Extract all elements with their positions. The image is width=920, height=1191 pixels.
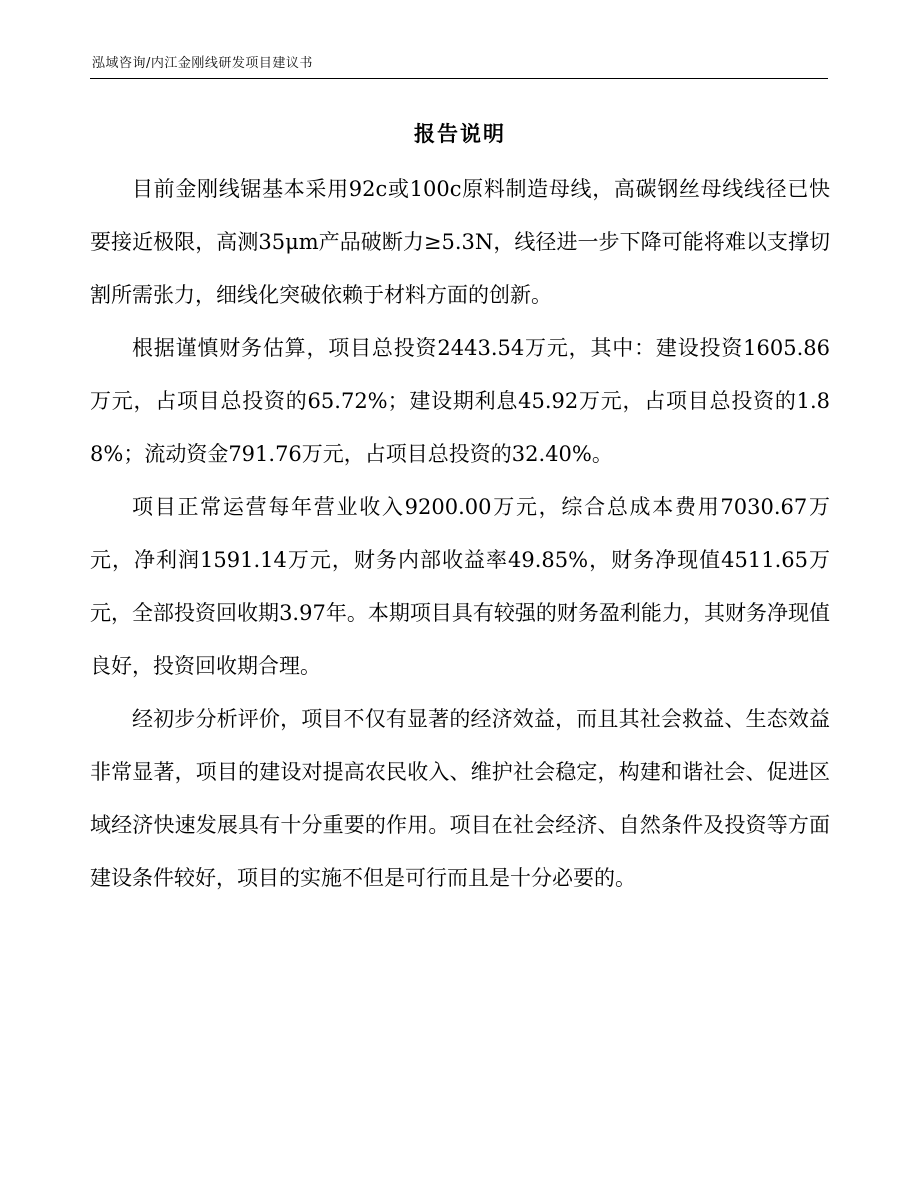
paragraph-investment: 根据谨慎财务估算，项目总投资2443.54万元，其中：建设投资1605.86万元，占项目总投资的65.72%；建设期利息45.92万元，占项目总投资的1.88%；流动资金791.76万元，占项目总投资的32.40%。 xyxy=(90,336,830,466)
paragraph-financials: 项目正常运营每年营业收入9200.00万元，综合总成本费用7030.67万元，净利润1591.14万元，财务内部收益率49.85%，财务净现值4511.65万元，全部投资回收期3.97年。本期项目具有较强的财务盈利能力，其财务净现值良好，投资回收期合理。 xyxy=(90,495,830,678)
paragraph-background: 目前金刚线锯基本采用92c或100c原料制造母线，高碳钢丝母线线径已快要接近极限，高测35μm产品破断力≥5.3N，线径进一步下降可能将难以支撑切割所需张力，细线化突破依赖于材料方面的创新。 xyxy=(90,177,830,307)
page-title: 报告说明 xyxy=(414,122,506,146)
page-header-breadcrumb: 泓域咨询/内江金刚线研发项目建议书 xyxy=(92,56,313,71)
header-divider xyxy=(90,78,828,79)
report-body xyxy=(90,163,830,905)
paragraph-evaluation: 经初步分析评价，项目不仅有显著的经济效益，而且其社会救益、生态效益非常显著，项目的建设对提高农民收入、维护社会稳定，构建和谐社会、促进区域经济快速发展具有十分重要的作用。项目在社会经济、自然条件及投资等方面建设条件较好，项目的实施不但是可行而且是十分必要的。 xyxy=(90,707,830,890)
